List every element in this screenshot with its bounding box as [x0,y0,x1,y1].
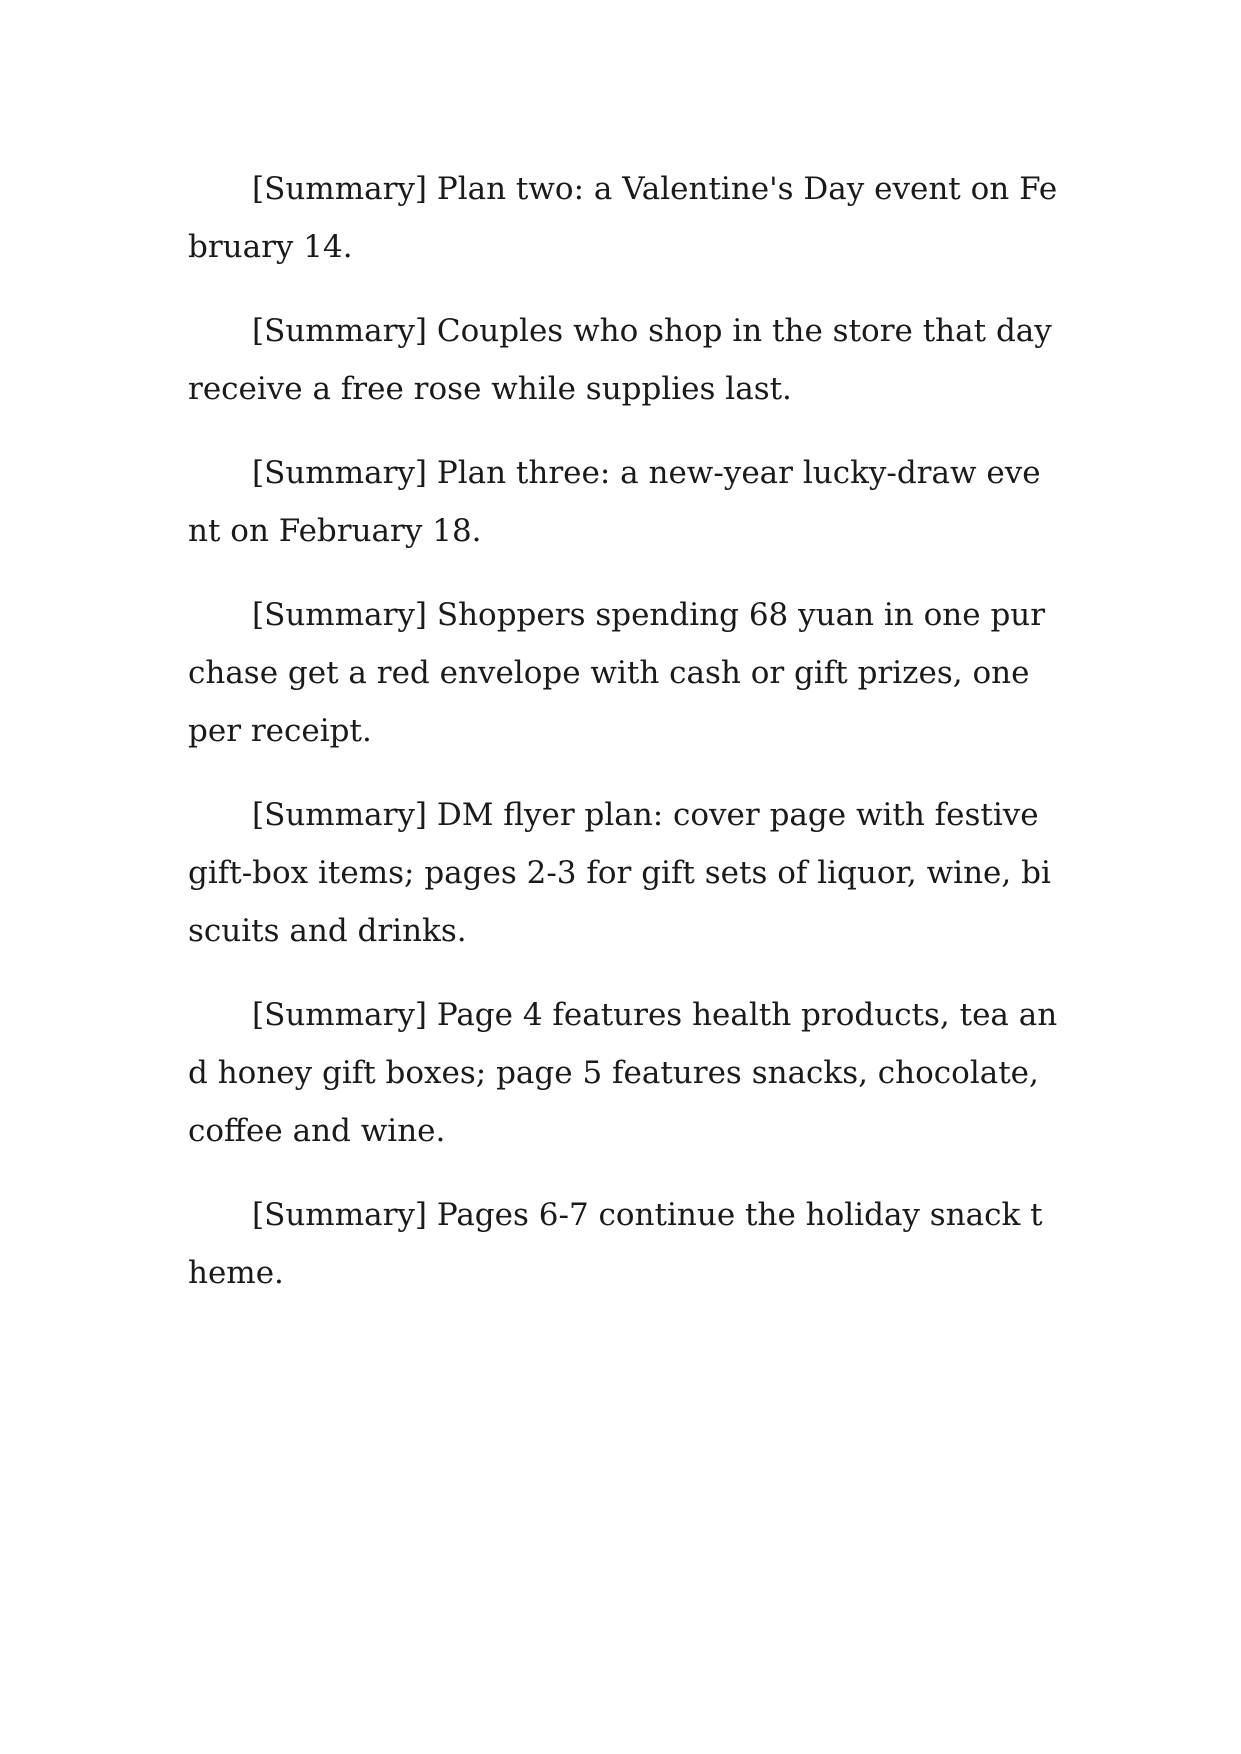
document-body [188,160,1058,1328]
paragraph: [Summary] Shoppers spending 68 yuan in one purchase get a red envelope with cash or gift prizes, one per receipt. [188,597,1046,749]
paragraph: [Summary] Pages 6-7 continue the holiday snack theme. [188,1197,1043,1291]
paragraph: [Summary] Plan three: a new-year lucky-draw event on February 18. [188,455,1041,549]
paragraph: [Summary] Page 4 features health products, tea and honey gift boxes; page 5 features snacks, chocolate, coffee and wine. [188,997,1058,1149]
paragraph: [Summary] Couples who shop in the store that day receive a free rose while supplies last. [188,313,1052,407]
paragraph: [Summary] DM flyer plan: cover page with festive gift-box items; pages 2-3 for gift sets of liquor, wine, biscuits and drinks. [188,797,1051,949]
paragraph: [Summary] Plan two: a Valentine's Day event on February 14. [188,171,1058,265]
